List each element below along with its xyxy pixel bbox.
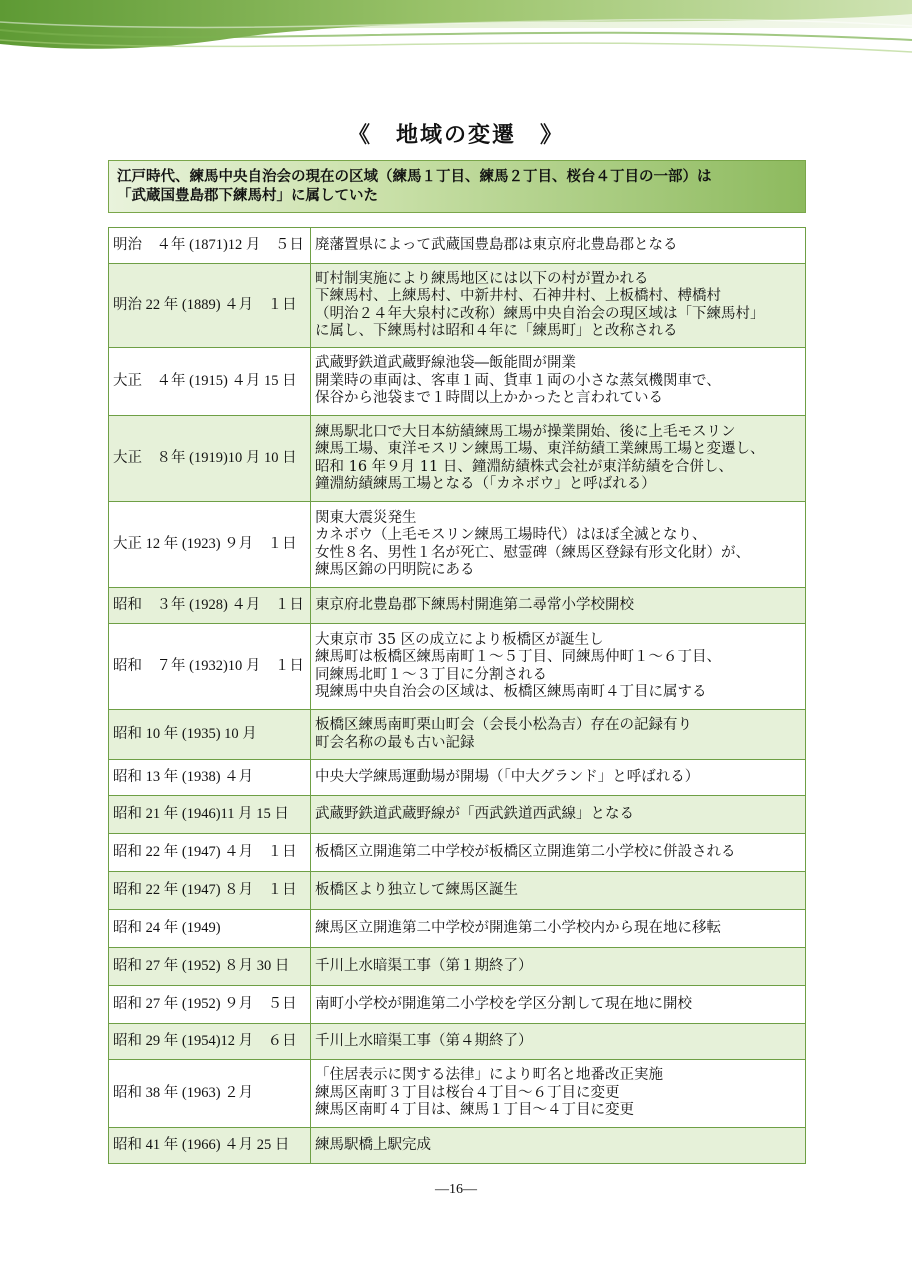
date-cell: 昭和 21 年 (1946)11 月 15 日 — [109, 796, 311, 834]
description-line: 練馬工場、東洋モスリン練馬工場、東洋紡績工業練馬工場と変遷し、 — [315, 441, 765, 457]
description-line: 大東京市 35 区の成立により板橋区が誕生し — [315, 631, 604, 648]
date-cell: 明治 ４年 (1871)12 月 ５日 — [109, 228, 311, 264]
date-cell: 昭和 24 年 (1949) — [109, 910, 311, 948]
date-cell: 昭和 ３年 (1928) ４月 １日 — [109, 588, 311, 624]
description-cell — [311, 910, 806, 948]
table-row — [109, 948, 806, 986]
date-cell: 明治 22 年 (1889) ４月 １日 — [109, 264, 311, 348]
description-line: 練馬区南町３丁目は桜台４丁目～６丁目に変更 — [315, 1084, 620, 1101]
page-number: ―16― — [435, 1182, 477, 1197]
table-row — [109, 796, 806, 834]
table-row — [109, 228, 806, 264]
description-line: 鐘淵紡績練馬工場となる（「カネボウ」と呼ばれる） — [315, 476, 656, 492]
description-cell — [311, 834, 806, 872]
description-line: 練馬区南町４丁目は、練馬１丁目～４丁目に変更 — [315, 1102, 634, 1119]
description-line: 廃藩置県によって武蔵国豊島郡は東京府北豊島郡となる — [315, 236, 678, 253]
description-cell — [311, 796, 806, 834]
table-row — [109, 624, 806, 710]
description-cell — [311, 502, 806, 588]
description-line: 千川上水暗渠工事（第４期終了） — [315, 1032, 533, 1049]
date-cell: 大正 ４年 (1915) ４月 15 日 — [109, 348, 311, 416]
description-cell — [311, 348, 806, 416]
description-line: 武蔵野鉄道武蔵野線が「西武鉄道西武線」となる — [315, 805, 634, 822]
description-line: 板橋区立開進第二中学校が板橋区立開進第二小学校に併設される — [315, 843, 736, 860]
date-cell: 昭和 22 年 (1947) ８月 １日 — [109, 872, 311, 910]
description-cell — [311, 624, 806, 710]
description-line: 練馬区立開進第二中学校が開進第二小学校内から現在地に移転 — [315, 919, 721, 936]
description-line: 関東大震災発生 — [315, 509, 417, 526]
description-line: 現練馬中央自治会の区域は、板橋区練馬南町４丁目に属する — [315, 684, 707, 700]
date-cell: 昭和 10 年 (1935) 10 月 — [109, 710, 311, 760]
description-cell — [311, 264, 806, 348]
timeline-table — [108, 227, 806, 1164]
description-line: 町村制実施により練馬地区には以下の村が置かれる — [315, 270, 649, 287]
description-line: 下練馬村、上練馬村、中新井村、石神井村、上板橋村、榑橋村 — [315, 288, 721, 304]
description-line: 板橋区練馬南町栗山町会（会長小松為吉）存在の記録有り — [315, 717, 692, 733]
table-row — [109, 834, 806, 872]
date-cell: 大正 ８年 (1919)10 月 10 日 — [109, 416, 311, 502]
table-row — [109, 710, 806, 760]
intro-banner — [108, 160, 806, 213]
date-cell: 昭和 27 年 (1952) ８月 30 日 — [109, 948, 311, 986]
description-line: 練馬区錦の円明院にある — [315, 562, 475, 578]
intro-line: 「武蔵国豊島郡下練馬村」に属していた — [117, 187, 378, 204]
date-cell: 昭和 41 年 (1966) ４月 25 日 — [109, 1128, 311, 1164]
description-cell — [311, 1024, 806, 1060]
table-row — [109, 348, 806, 416]
table-row — [109, 1128, 806, 1164]
date-cell: 昭和 ７年 (1932)10 月 １日 — [109, 624, 311, 710]
table-row — [109, 1060, 806, 1128]
description-cell — [311, 1128, 806, 1164]
description-line: 千川上水暗渠工事（第１期終了） — [315, 957, 533, 974]
description-cell — [311, 228, 806, 264]
description-line: 「住居表示に関する法律」により町名と地番改正実施 — [315, 1067, 663, 1084]
description-line: 昭和 16 年９月 11 日、鐘淵紡績株式会社が東洋紡績を合併し、 — [315, 458, 733, 475]
description-line: 板橋区より独立して練馬区誕生 — [315, 881, 518, 898]
description-line: 練馬駅橋上駅完成 — [315, 1136, 431, 1153]
table-row — [109, 1024, 806, 1060]
description-line: 中央大学練馬運動場が開場（「中大グランド」と呼ばれる） — [315, 768, 700, 785]
page-title: 《 地域の変遷 》 — [347, 123, 564, 148]
description-line: 練馬町は板橋区練馬南町１～５丁目、同練馬仲町１～６丁目、 — [315, 649, 721, 665]
description-cell — [311, 710, 806, 760]
date-cell: 昭和 13 年 (1938) ４月 — [109, 760, 311, 796]
description-cell — [311, 1060, 806, 1128]
table-row — [109, 416, 806, 502]
description-line: 開業時の車両は、客車１両、貨車１両の小さな蒸気機関車で、 — [315, 372, 721, 389]
date-cell: 昭和 27 年 (1952) ９月 ５日 — [109, 986, 311, 1024]
header-decoration — [0, 0, 912, 60]
description-line: に属し、下練馬村は昭和４年に「練馬町」と改称される — [315, 323, 678, 339]
description-line: 保谷から池袋まで１時間以上かかったと言われている — [315, 390, 663, 407]
table-row — [109, 502, 806, 588]
description-line: 東京府北豊島郡下練馬村開進第二尋常小学校開校 — [315, 596, 634, 613]
date-cell: 昭和 29 年 (1954)12 月 ６日 — [109, 1024, 311, 1060]
date-cell: 大正 12 年 (1923) ９月 １日 — [109, 502, 311, 588]
description-line: 同練馬北町１～３丁目に分割される — [315, 666, 547, 683]
table-row — [109, 588, 806, 624]
table-row — [109, 986, 806, 1024]
description-cell — [311, 416, 806, 502]
description-line: 練馬駅北口で大日本紡績練馬工場が操業開始、後に上毛モスリン — [315, 423, 736, 440]
table-row — [109, 910, 806, 948]
table-row — [109, 760, 806, 796]
description-cell — [311, 986, 806, 1024]
description-line: （明治２４年大泉村に改称）練馬中央自治会の現区域は「下練馬村」 — [315, 305, 765, 322]
description-line: 武蔵野鉄道武蔵野線池袋―飯能間が開業 — [315, 355, 576, 372]
intro-line: 江戸時代、練馬中央自治会の現在の区域（練馬１丁目、練馬２丁目、桜台４丁目の一部）は — [117, 168, 712, 185]
description-line: 南町小学校が開進第二小学校を学区分割して現在地に開校 — [315, 995, 692, 1012]
description-cell — [311, 872, 806, 910]
description-cell — [311, 948, 806, 986]
date-cell: 昭和 22 年 (1947) ４月 １日 — [109, 834, 311, 872]
date-cell: 昭和 38 年 (1963) ２月 — [109, 1060, 311, 1128]
description-line: カネボウ（上毛モスリン練馬工場時代）はほぼ全滅となり、 — [315, 527, 707, 543]
description-line: 町会名称の最も古い記録 — [315, 734, 475, 751]
description-cell — [311, 760, 806, 796]
table-row — [109, 264, 806, 348]
table-row — [109, 872, 806, 910]
description-cell — [311, 588, 806, 624]
description-line: 女性８名、男性１名が死亡、慰霊碑（練馬区登録有形文化財）が、 — [315, 544, 750, 561]
